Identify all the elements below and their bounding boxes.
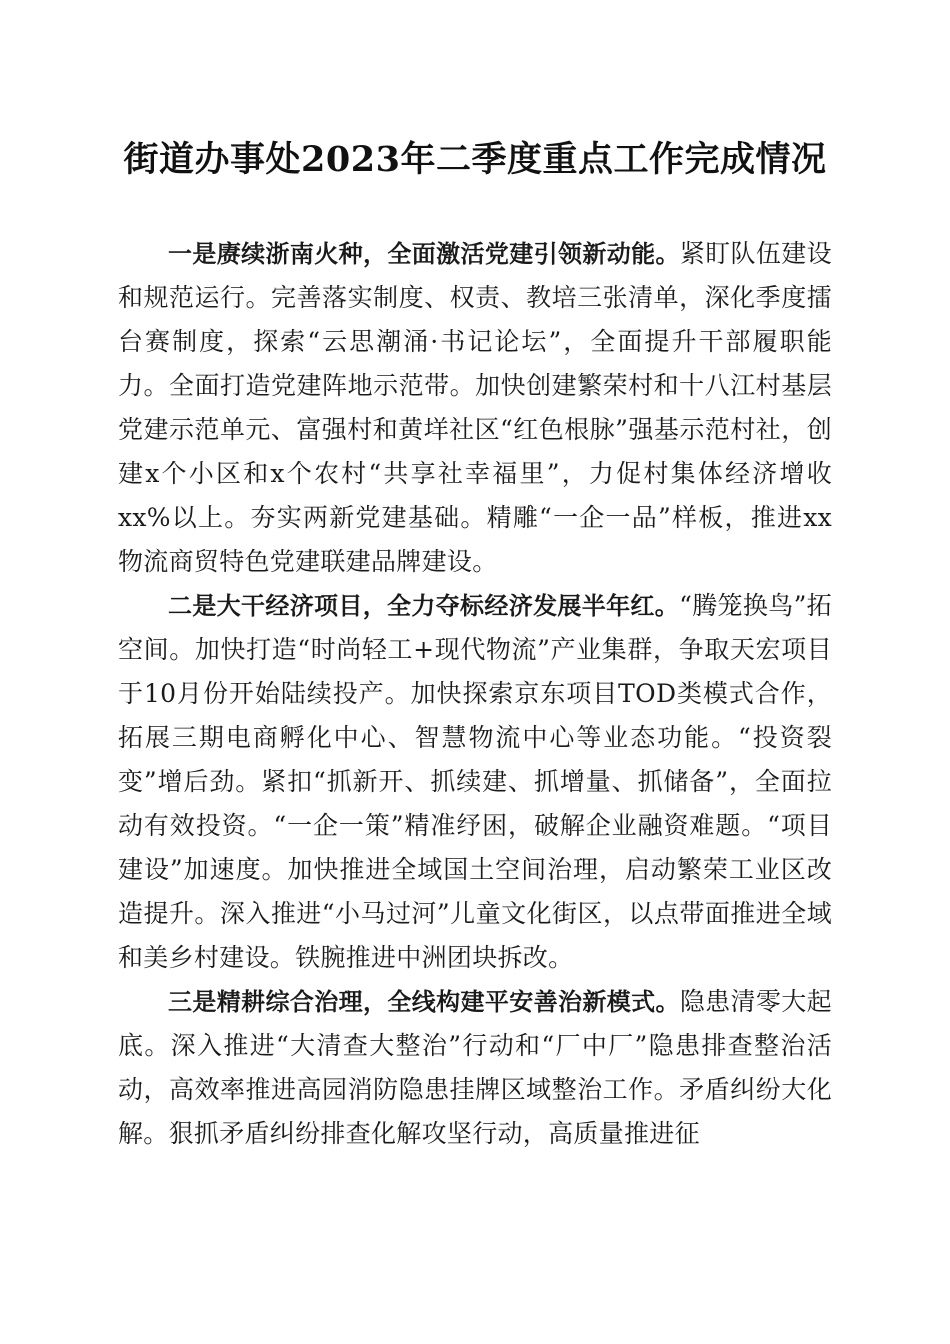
paragraph-1-lead: 一是赓续浙南火种，全面激活党建引领新动能。: [168, 240, 680, 268]
paragraph-3-text: 隐患清零大起底。深入推进“大清查大整治”行动和“厂中厂”隐患排查整治活动，高效率推进高园消防隐患挂牌区域整治工作。矛盾纠纷大化解。狠抓矛盾纠纷排查化解攻坚行动，高质量推进征: [118, 987, 832, 1148]
paragraph-2: [118, 584, 832, 980]
paragraph-3: [118, 980, 832, 1156]
paragraph-1-text: 紧盯队伍建设和规范运行。完善落实制度、权责、教培三张清单，深化季度擂台赛制度，探索“云思潮涌·书记论坛”，全面提升干部履职能力。全面打造党建阵地示范带。加快创建繁荣村和十八江村基层党建示范单元、富强村和黄垟社区“红色根脉”强基示范村社，创建x个小区和x个农村“共享社幸福里”，力促村集体经济增收xx%以上。夯实两新党建基础。精雕“一企一品”样板，推进xx物流商贸特色党建联建品牌建设。: [118, 239, 832, 576]
document-title: 街道办事处2023年二季度重点工作完成情况: [123, 139, 827, 180]
document-body: [118, 232, 832, 1156]
paragraph-1: [118, 232, 832, 584]
paragraph-2-text: “腾笼换鸟”拓空间。加快打造“时尚轻工+现代物流”产业集群，争取天宏项目于10月份开始陆续投产。加快探索京东项目TOD类模式合作，拓展三期电商孵化中心、智慧物流中心等业态功能。“投资裂变”增后劲。紧扣“抓新开、抓续建、抓增量、抓储备”，全面拉动有效投资。“一企一策”精准纾困，破解企业融资难题。“项目建设”加速度。加快推进全域国土空间治理，启动繁荣工业区改造提升。深入推进“小马过河”儿童文化街区，以点带面推进全域和美乡村建设。铁腕推进中洲团块拆改。: [118, 591, 832, 972]
paragraph-3-lead: 三是精耕综合治理，全线构建平安善治新模式。: [168, 988, 680, 1016]
paragraph-2-lead: 二是大干经济项目，全力夺标经济发展半年红。: [168, 592, 680, 620]
